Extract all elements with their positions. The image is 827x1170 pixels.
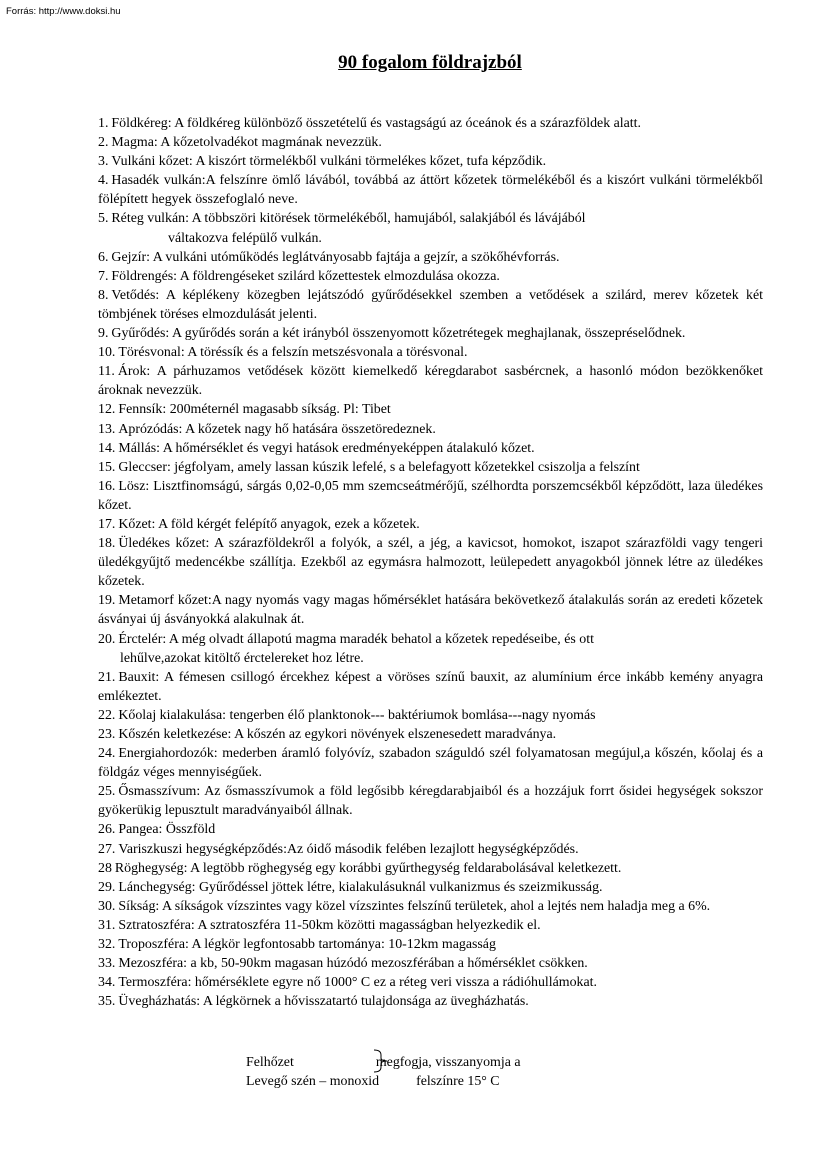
concept-item [98,133,763,152]
greenhouse-effect-2: felszínre 15° C [416,1074,500,1089]
concept-text: Gejzír: A vulkáni utóműködés leglátványosabb fajtája a gejzír, a szökőhévforrás. [111,249,560,265]
concept-continuation: lehűlve,azokat kitöltő érctelereket hoz létre. [120,650,364,666]
concept-text: Sztratoszféra: A sztratoszféra 11-50km közötti magasságban helyezkedik el. [118,917,541,933]
concept-number: 8. [98,287,109,303]
concept-text: Variszkuszi hegységképződés:Az óidő második felében lezajlott hegységképződés. [118,841,579,857]
concept-number: 22. [98,707,116,723]
concept-item [98,859,763,878]
concept-number: 20. [98,631,116,647]
concept-item [98,840,763,859]
concept-text: Fennsík: 200méternél magasabb síkság. Pl: Tibet [118,402,391,418]
concept-item [98,152,763,171]
concept-number: 9. [98,326,109,342]
concept-item [98,878,763,897]
concept-number: 15. [98,459,116,475]
concept-number: 21. [98,669,116,685]
concept-text: Vulkáni kőzet: A kiszórt törmelékből vulkáni törmelékes kőzet, tufa képződik. [111,154,547,170]
concept-text: Üvegházhatás: A légkörnek a hővisszatartó tulajdonsága az üvegházhatás. [118,994,529,1010]
concept-item [98,515,763,534]
concept-number: 5. [98,211,109,227]
concept-number: 11. [98,364,115,380]
concept-number: 28 [98,860,112,876]
concept-item [98,954,763,973]
concept-item [98,209,763,247]
concept-text: Energiahordozók: mederben áramló folyóvíz, szabadon száguldó szél folyamatosan megújul,a kőszén, kőolaj és a földgáz véges mennyiségűek. [98,746,763,781]
concept-item [98,725,763,744]
concept-number: 17. [98,516,116,532]
concept-item [98,248,763,267]
concept-text: Troposzféra: A légkör legfontosabb tartománya: 10-12km magasság [118,937,496,953]
concept-text: Réteg vulkán: A többszöri kitörések törmelékéből, hamujából, salakjából és lávájából [111,211,586,227]
concept-text: Árok: A párhuzamos vetődések között kiemelkedő kéregdarabot sasbércnek, a hasonló módon bezökkenőket ároknak nevezzük. [98,364,763,399]
concept-item [98,973,763,992]
concept-number: 32. [98,937,116,953]
concept-item [98,267,763,286]
concept-item [98,286,763,324]
concept-number: 6. [98,249,109,265]
concept-item [98,400,763,419]
concept-text: Síkság: A síkságok vízszintes vagy közel vízszintes felszínű területek, ahol a lejtés nem haladja meg a 6%. [118,898,711,914]
concept-number: 18. [98,536,116,552]
page-title: 90 fogalom földrajzból [338,52,522,73]
concept-item [98,897,763,916]
gas-carbon-monoxide: Levegő szén – monoxid [246,1074,380,1089]
concept-number: 25. [98,784,116,800]
concept-number: 4. [98,173,109,189]
concept-item [98,668,763,706]
concept-text: Kőzet: A föld kérgét felépítő anyagok, ezek a kőzetek. [118,516,420,532]
concept-number: 27. [98,841,116,857]
concept-text: Törésvonal: A töréssík és a felszín metszésvonala a törésvonal. [118,345,468,361]
concept-item [98,820,763,839]
concept-text: Mezoszféra: a kb, 50-90km magasan húzódó mezoszférában a hőmérséklet csökken. [118,956,588,972]
concept-item [98,630,763,668]
concept-item [98,782,763,820]
concept-text: Mállás: A hőmérséklet és vegyi hatások eredményeképpen átalakuló kőzet. [118,440,535,456]
concept-text: Bauxit: A fémesen csillogó ércekhez képest a vöröses színű bauxit, az alumínium érce inkább kemény anyagra emlékeztet. [98,669,763,704]
concept-text: Ősmasszívum: Az ősmasszívumok a föld legősibb kéregdarabjaiból és a hozzájuk forrt ősidei hegységek sokszor gyökerükig lepusztult maradványaiból állnak. [98,784,763,819]
concept-text: Üledékes kőzet: A szárazföldekről a folyók, a szél, a jég, a kavicsot, homokot, iszapot szárazföldi vagy tengeri üledékgyűjtő medencékbe szállítja. Ezekből az egymásra halmozott, leülepedett anyagokból jönnek létre az üledékes kőzetek. [98,536,763,590]
concept-text: Röghegység: A legtöbb röghegység egy korábbi gyűrthegység feldarabolásával keletkezett. [114,860,622,876]
concept-number: 14. [98,440,116,456]
brace-icon [370,1048,396,1074]
concept-text: Termoszféra: hőmérséklete egyre nő 1000° C ez a réteg veri vissza a rádióhullámokat. [118,975,597,991]
concept-number: 3. [98,154,109,170]
concept-number: 31. [98,917,116,933]
concept-number: 29. [98,879,116,895]
concept-text: Földkéreg: A földkéreg különböző összetételű és vastagságú az óceánok és a szárazföldek alatt. [111,116,642,131]
concept-text: Metamorf kőzet:A nagy nyomás vagy magas hőmérséklet hatására bekövetkező átalakulás során az eredeti kőzetek ásványai új ásványokká alakulnak át. [98,593,763,628]
concept-text: Pangea: Összföld [118,822,216,838]
concept-text: Kőolaj kialakulása: tengerben élő planktonok--- baktériumok bomlása---nagy nyomás [118,707,596,723]
concept-item [98,114,763,133]
concept-number: 35. [98,994,116,1010]
concept-text: Kőszén keletkezése: A kőszén az egykori növények elszenesedett maradványa. [118,727,557,742]
concept-number: 2. [98,135,109,151]
concept-text: Gleccser: jégfolyam, amely lassan kúszik lefelé, s a belefagyott kőzetekkel csiszolja a felszínt [118,459,640,475]
concept-item [98,706,763,725]
concept-text: Vetődés: A képlékeny közegben lejátszódó gyűrődésekkel szemben a vetődések a szilárd, merev kőzetek két tömbjének töréses elmozdulását jelenti. [98,287,763,322]
concept-text: Földrengés: A földrengéseket szilárd kőzettestek elmozdulása okozza. [111,268,500,284]
concept-item [98,458,763,477]
concept-number: 23. [98,727,116,742]
concept-text: Aprózódás: A kőzetek nagy hő hatására összetöredeznek. [118,421,436,437]
concept-item [98,534,763,591]
gas-clouds: Felhőzet [246,1055,294,1070]
concept-item [98,420,763,439]
concept-number: 24. [98,746,116,762]
concept-item [98,916,763,935]
concept-text: Lánchegység: Gyűrődéssel jöttek létre, kialakulásuknál vulkanizmus és szeizmikusság. [118,879,603,895]
concept-list [98,114,763,1011]
concept-item [98,992,763,1011]
greenhouse-line-2 [246,1072,500,1091]
concept-item [98,744,763,782]
concept-item [98,324,763,343]
concept-number: 34. [98,975,116,991]
concept-item [98,171,763,209]
concept-number: 16. [98,478,116,494]
concept-continuation: váltakozva felépülő vulkán. [168,230,322,246]
concept-text: Gyűrődés: A gyűrődés során a két irányból összenyomott kőzetrétegek meghajlanak, összepréselődnek. [111,326,686,342]
concept-item [98,935,763,954]
concept-text: Lösz: Lisztfinomságú, sárgás 0,02-0,05 mm szemcseátmérőjű, szélhordta porszemcsékből képződött, laza üledékes kőzet. [98,478,763,513]
source-label: Forrás: http://www.doksi.hu [6,6,121,17]
concept-text: Érctelér: A még olvadt állapotú magma maradék behatol a kőzetek repedéseibe, és ott [118,631,594,647]
concept-item [98,439,763,458]
concept-number: 26. [98,822,116,838]
concept-number: 30. [98,898,116,914]
concept-text: Hasadék vulkán:A felszínre ömlő lávából, továbbá az áttört kőzetek törmelékéből és a kiszórt vulkáni törmelékből fölépített hegyek összefoglaló neve. [98,173,763,208]
concept-number: 1. [98,116,109,131]
concept-item [98,343,763,362]
concept-item [98,362,763,400]
concept-item [98,477,763,515]
concept-number: 7. [98,268,109,284]
concept-number: 13. [98,421,116,437]
concept-number: 10. [98,345,116,361]
concept-item [98,591,763,629]
concept-number: 19. [98,593,116,609]
concept-number: 12. [98,402,116,418]
greenhouse-effect-1: megfogja, visszanyomja a [375,1055,521,1070]
concept-text: Magma: A kőzetolvadékot magmának nevezzük. [111,135,382,151]
concept-number: 33. [98,956,116,972]
